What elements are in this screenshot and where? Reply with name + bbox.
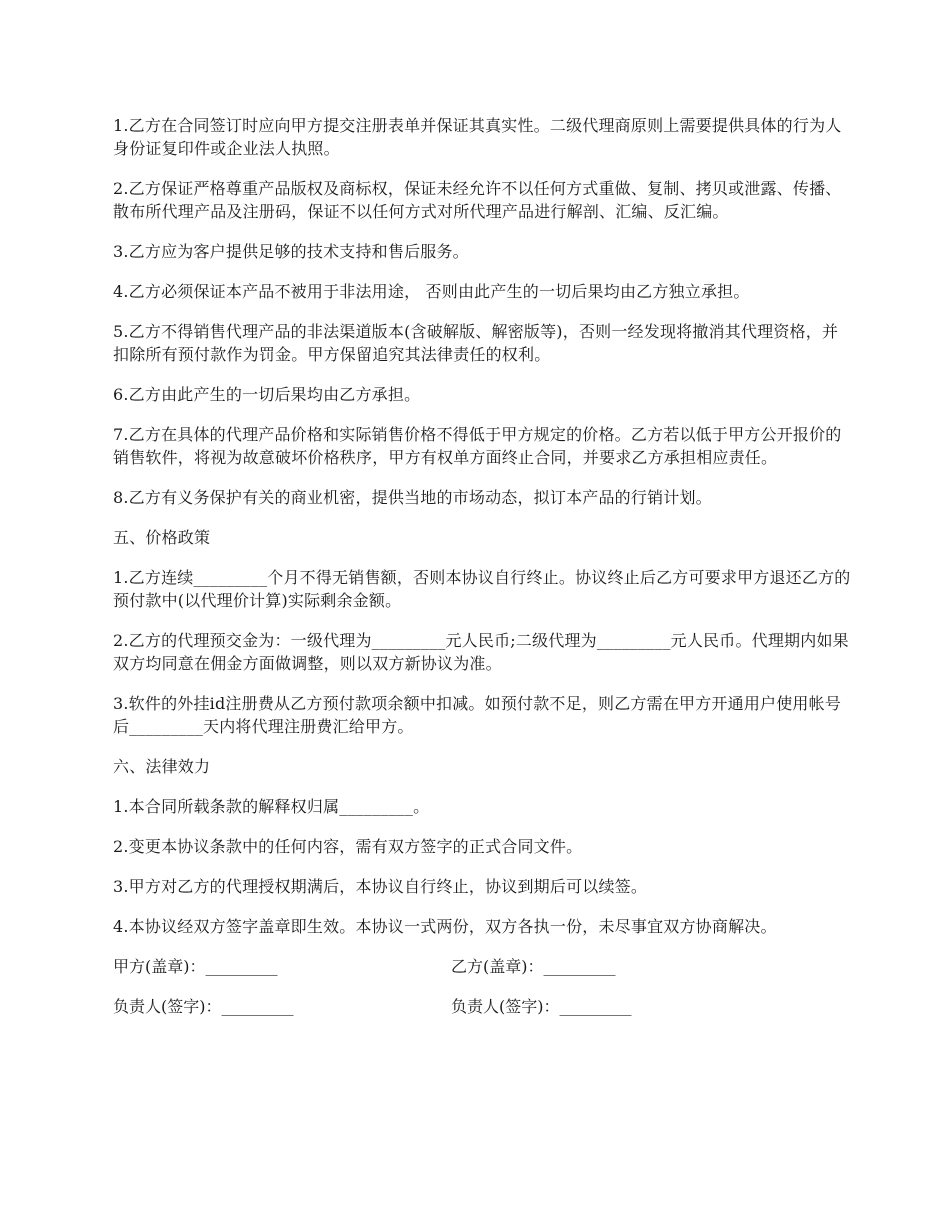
clause-4-4: 4.乙方必须保证本产品不被用于非法用途， 否则由此产生的一切后果均由乙方独立承担。 (113, 282, 750, 301)
party-a-rep-line: 负责人(签字)：_________ (113, 997, 294, 1016)
clause-6-3: 3.甲方对乙方的代理授权期满后，本协议自行终止，协议到期后可以续签。 (113, 877, 648, 896)
clause-4-5: 5.乙方不得销售代理产品的非法渠道版本(含破解版、解密版等)，否则一经发现将撤消其代理资格，并扣除所有预付款作为罚金。甲方保留追究其法律责任的权利。 (113, 322, 839, 364)
signature-row (113, 995, 853, 1018)
clause-6-4: 4.本协议经双方签字盖章即生效。本协议一式两份，双方各执一份，未尽事宜双方协商解决。 (113, 917, 777, 936)
clause-6-1: 1.本合同所载条款的解释权归属_________。 (113, 797, 430, 816)
section-6-heading: 六、法律效力 (113, 757, 211, 776)
contract-page (113, 114, 853, 1035)
clause-6-2: 2.变更本协议条款中的任何内容，需有双方签字的正式合同文件。 (113, 837, 583, 856)
clause-4-3: 3.乙方应为客户提供足够的技术支持和售后服务。 (113, 242, 469, 261)
clause-4-7: 7.乙方在具体的代理产品价格和实际销售价格不得低于甲方规定的价格。乙方若以低于甲方公开报价的销售软件，将视为故意破坏价格秩序，甲方有权单方面终止合同，并要求乙方承担相应责任。 (113, 425, 842, 467)
seal-row (113, 955, 853, 978)
party-a-seal-line: 甲方(盖章)：_________ (113, 957, 278, 976)
clause-4-8: 8.乙方有义务保护有关的商业机密，提供当地的市场动态，拟订本产品的行销计划。 (113, 488, 712, 507)
clause-4-1: 1.乙方在合同签订时应向甲方提交注册表单并保证其真实性。二级代理商原则上需要提供具体的行为人身份证复印件或企业法人执照。 (113, 116, 842, 158)
party-b-seal-line: 乙方(盖章)：_________ (451, 957, 616, 976)
party-b-rep-line: 负责人(签字)：_________ (451, 997, 632, 1016)
clause-4-2: 2.乙方保证严格尊重产品版权及商标权，保证未经允许不以任何方式重做、复制、拷贝或泄露、传播、散布所代理产品及注册码，保证不以任何方式对所代理产品进行解剖、汇编、反汇编。 (113, 179, 842, 221)
clause-5-3: 3.软件的外挂id注册费从乙方预付款项余额中扣减。如预付款不足，则乙方需在甲方开通用户使用帐号后_________天内将代理注册费汇给甲方。 (113, 694, 842, 736)
clause-4-6: 6.乙方由此产生的一切后果均由乙方承担。 (113, 385, 421, 404)
section-5-heading: 五、价格政策 (113, 528, 211, 547)
clause-5-1: 1.乙方连续_________个月不得无销售额，否则本协议自行终止。协议终止后乙方可要求甲方退还乙方的预付款中(以代理价计算)实际剩余金额。 (113, 568, 851, 610)
clause-5-2: 2.乙方的代理预交金为：一级代理为_________元人民币;二级代理为_________元人民币。代理期内如果双方均同意在佣金方面做调整，则以双方新协议为准。 (113, 631, 849, 673)
